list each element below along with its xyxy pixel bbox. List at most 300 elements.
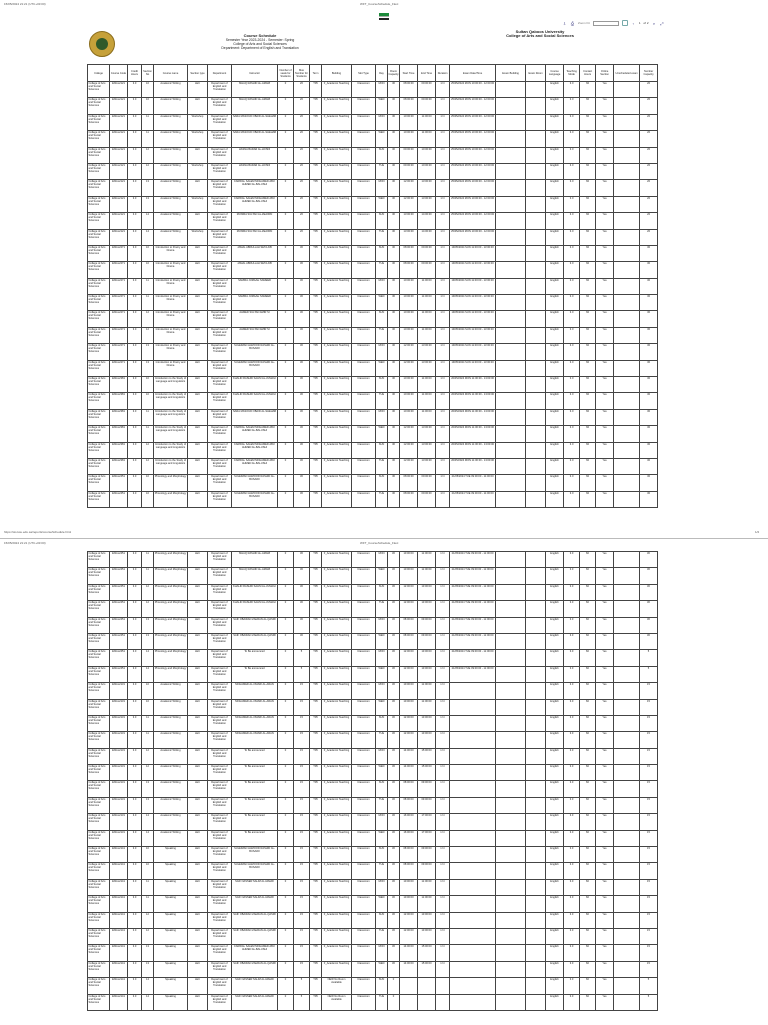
- schedule-table-page1: [87, 64, 658, 508]
- table-cell: 30: [388, 601, 400, 617]
- zoom-input[interactable]: [593, 21, 619, 26]
- table-cell: F_Academic Teaching: [322, 650, 352, 666]
- table-cell: 0: [278, 229, 294, 245]
- table-cell: [450, 797, 496, 813]
- table-cell: [614, 491, 640, 507]
- table-cell: 0: [278, 163, 294, 179]
- table-cell: 30: [388, 617, 400, 633]
- table-cell: KHALID RASHID SALIM AL-JUMAILI: [232, 393, 278, 409]
- table-cell: [496, 961, 526, 977]
- table-cell: [496, 147, 526, 163]
- table-cell: 13:00:00: [418, 196, 436, 212]
- table-cell: Academic Writing: [154, 180, 188, 196]
- table-cell: [496, 344, 526, 360]
- table-cell: 3.0: [128, 584, 142, 600]
- table-row: [88, 601, 658, 617]
- table-cell: MON: [376, 114, 388, 130]
- table-cell: F_Academic Teaching: [322, 213, 352, 229]
- table-cell: 30: [294, 327, 310, 343]
- table-row: [88, 475, 658, 491]
- table-cell: Classroom: [352, 393, 376, 409]
- table-cell: 30: [388, 344, 400, 360]
- table-cell: AHMED SULTAN AMIR SI: [232, 327, 278, 343]
- table-cell: SARA MASOUD OBAID AL-SHEHAB: [232, 114, 278, 130]
- table-cell: Department of English and Translation: [208, 879, 232, 895]
- table-cell: 0: [278, 344, 294, 360]
- table-cell: 3.0: [564, 650, 580, 666]
- table-cell: [400, 994, 418, 1010]
- table-cell: 08:00:00: [400, 491, 418, 507]
- table-cell: Speaking: [154, 912, 188, 928]
- table-cell: 0: [278, 262, 294, 278]
- table-cell: ENGL2381: [110, 426, 128, 442]
- table-cell: Classroom: [352, 114, 376, 130]
- table-cell: 08:00:00: [400, 847, 418, 863]
- table-cell: LEC: [188, 393, 208, 409]
- table-cell: T05: [310, 491, 322, 507]
- table-cell: T05: [310, 945, 322, 961]
- table-cell: 3.0: [564, 699, 580, 715]
- table-cell: College of Arts and Social Sciences: [88, 945, 110, 961]
- table-cell: 15: [640, 781, 658, 797]
- table-cell: 14:00:00: [400, 961, 418, 977]
- table-cell: English: [546, 781, 564, 797]
- table-cell: Department of English and Translation: [208, 748, 232, 764]
- search-icon[interactable]: ⌕: [652, 20, 656, 26]
- table-cell: MON: [376, 879, 388, 895]
- table-cell: F_Academic Teaching: [322, 568, 352, 584]
- table-cell: [450, 814, 496, 830]
- table-cell: 10:00:00: [400, 879, 418, 895]
- table-cell: College of Arts and Social Sciences: [88, 552, 110, 568]
- print-doc-title-2: WFT_CourseSchedule_Flexi: [360, 541, 399, 545]
- table-cell: 30: [640, 295, 658, 311]
- table-cell: [614, 442, 640, 458]
- table-cell: Yes: [596, 475, 614, 491]
- table-cell: [614, 213, 640, 229]
- table-cell: T05: [310, 245, 322, 261]
- table-cell: Classroom: [352, 180, 376, 196]
- table-cell: Academic Writing: [154, 715, 188, 731]
- table-cell: [526, 994, 546, 1010]
- table-cell: LEC: [188, 912, 208, 928]
- table-cell: [496, 409, 526, 425]
- table-cell: 60: [580, 278, 596, 294]
- table-cell: 0: [278, 896, 294, 912]
- table-cell: 3.0: [564, 491, 580, 507]
- table-cell: 60: [580, 715, 596, 731]
- table-cell: [496, 393, 526, 409]
- table-cell: 30: [640, 633, 658, 649]
- table-cell: T05: [310, 458, 322, 474]
- table-cell: [526, 229, 546, 245]
- table-cell: [614, 797, 640, 813]
- table-cell: 60: [580, 426, 596, 442]
- table-row: [88, 584, 658, 600]
- table-cell: English: [546, 458, 564, 474]
- table-cell: 3.0: [128, 114, 142, 130]
- table-cell: College of Arts and Social Sciences: [88, 797, 110, 813]
- table-cell: 60: [580, 896, 596, 912]
- table-cell: 30: [388, 163, 400, 179]
- table-cell: SAIF OBAIDAN ZAHRAN AL-QASMI: [232, 617, 278, 633]
- table-cell: Yes: [596, 715, 614, 731]
- table-cell: [496, 847, 526, 863]
- table-cell: 19/05/2024 SUN 11:00:00 - 13:00:00: [450, 311, 496, 327]
- table-cell: T05: [310, 847, 322, 863]
- table-cell: ENGL2271: [110, 327, 128, 343]
- page-counter: 1/2: [755, 530, 760, 534]
- table-cell: T05: [310, 928, 322, 944]
- table-cell: English: [546, 213, 564, 229]
- table-cell: 3.0: [128, 863, 142, 879]
- table-cell: 19/05/2024 SUN 11:00:00 - 13:00:00: [450, 262, 496, 278]
- table-cell: ENGL2121: [110, 180, 128, 196]
- table-cell: [526, 295, 546, 311]
- table-cell: SAIF OBAIDAN ZAHRAN AL-QASMI: [232, 928, 278, 944]
- table-cell: 13:00:00: [418, 442, 436, 458]
- table-cell: 3.0: [564, 262, 580, 278]
- table-cell: [496, 114, 526, 130]
- table-cell: Introduction to Poetry and Drama: [154, 278, 188, 294]
- table-cell: 13:00:00: [418, 360, 436, 376]
- table-cell: 14: [142, 978, 154, 994]
- table-cell: Department of English and Translation: [208, 797, 232, 813]
- table-cell: 60: [580, 863, 596, 879]
- table-cell: LEC: [188, 765, 208, 781]
- table-cell: 60: [580, 552, 596, 568]
- table-cell: 0: [278, 245, 294, 261]
- table-cell: College of Arts and Social Sciences: [88, 262, 110, 278]
- table-cell: Department of English and Translation: [208, 180, 232, 196]
- table-cell: T05: [310, 699, 322, 715]
- table-cell: Classroom: [352, 879, 376, 895]
- table-cell: 25/05/2024 MON 10:00:00 - 12:00:00: [450, 98, 496, 114]
- table-cell: College of Arts and Social Sciences: [88, 765, 110, 781]
- table-cell: College of Arts and Social Sciences: [88, 458, 110, 474]
- table-cell: 3.0: [128, 409, 142, 425]
- table-cell: 3.0: [564, 781, 580, 797]
- zoom-label: Zoom Fit: [578, 21, 590, 25]
- table-cell: Introduction to the Study of Language and Linguistics: [154, 426, 188, 442]
- table-cell: 0: [278, 98, 294, 114]
- table-cell: 0: [278, 475, 294, 491]
- table-cell: F_Academic Teaching: [322, 863, 352, 879]
- zoom-dropdown[interactable]: [622, 20, 628, 26]
- table-cell: College of Arts and Social Sciences: [88, 393, 110, 409]
- table-cell: Classroom: [352, 748, 376, 764]
- table-cell: 25/05/2024 MON 10:00:00 - 12:00:00: [450, 213, 496, 229]
- table-cell: 15: [640, 748, 658, 764]
- table-cell: College of Arts and Social Sciences: [88, 278, 110, 294]
- table-cell: [526, 797, 546, 813]
- table-row: [88, 82, 658, 98]
- download-icon[interactable]: ⇩: [562, 20, 567, 26]
- table-cell: 11:00:00: [418, 409, 436, 425]
- table-cell: Department of English and Translation: [208, 262, 232, 278]
- table-cell: 25/05/2024 MON 10:00:00 - 12:00:00: [450, 114, 496, 130]
- table-cell: T05: [310, 879, 322, 895]
- table-cell: T05: [310, 863, 322, 879]
- table-cell: 30: [640, 245, 658, 261]
- table-cell: TUE: [376, 994, 388, 1010]
- table-cell: 15: [640, 814, 658, 830]
- table-cell: [496, 683, 526, 699]
- table-cell: 30: [388, 131, 400, 147]
- table-cell: 13: [142, 633, 154, 649]
- table-cell: ENGL2131: [110, 715, 128, 731]
- table-cell: 30: [640, 377, 658, 393]
- column-header: Course Language: [546, 65, 564, 82]
- table-cell: 12: [142, 442, 154, 458]
- table-cell: 20: [640, 82, 658, 98]
- table-cell: 13: [142, 617, 154, 633]
- table-cell: 3.0: [128, 781, 142, 797]
- table-cell: LEC: [188, 650, 208, 666]
- table-cell: Classroom: [352, 295, 376, 311]
- page-prev-icon[interactable]: ‹: [632, 20, 635, 26]
- table-cell: T05: [310, 475, 322, 491]
- table-cell: 30: [640, 568, 658, 584]
- table-cell: 11: [142, 568, 154, 584]
- table-cell: College of Arts and Social Sciences: [88, 879, 110, 895]
- report-college: College of Arts and Social Sciences: [233, 42, 287, 46]
- table-cell: 14: [142, 229, 154, 245]
- table-cell: 25/05/2024 MON 10:00:00 - 12:00:00: [450, 147, 496, 163]
- table-cell: Yes: [596, 732, 614, 748]
- table-cell: 13: [142, 781, 154, 797]
- table-cell: English: [546, 311, 564, 327]
- table-cell: [526, 426, 546, 442]
- table-cell: LEC: [188, 814, 208, 830]
- table-cell: 3.0: [128, 196, 142, 212]
- table-cell: 12: [142, 912, 154, 928]
- table-cell: F_Academic Teaching: [322, 131, 352, 147]
- table-cell: 11:00:00: [418, 393, 436, 409]
- table-cell: 0: [278, 114, 294, 130]
- table-cell: [614, 311, 640, 327]
- table-cell: [614, 683, 640, 699]
- table-cell: Workshop: [188, 131, 208, 147]
- table-cell: Classroom: [352, 426, 376, 442]
- table-cell: 3.0: [564, 601, 580, 617]
- table-cell: T05: [310, 295, 322, 311]
- table-cell: 0: [278, 409, 294, 425]
- table-cell: 3.0: [128, 797, 142, 813]
- table-row: [88, 912, 658, 928]
- table-cell: 09:00:00: [418, 797, 436, 813]
- table-cell: 3.0: [564, 683, 580, 699]
- table-cell: 30: [388, 633, 400, 649]
- table-cell: Phonology and Morphology: [154, 475, 188, 491]
- table-cell: Yes: [596, 928, 614, 944]
- table-cell: [496, 650, 526, 666]
- table-cell: ENGL2131: [110, 814, 128, 830]
- table-cell: T05: [310, 666, 322, 682]
- table-cell: ENGL2381: [110, 458, 128, 474]
- table-cell: 30: [388, 82, 400, 98]
- table-cell: F_Academic Teaching: [322, 945, 352, 961]
- table-cell: ENGL2271: [110, 295, 128, 311]
- table-cell: [496, 82, 526, 98]
- table-cell: Yes: [596, 426, 614, 442]
- table-cell: [450, 748, 496, 764]
- table-cell: 11: [142, 295, 154, 311]
- table-cell: [496, 458, 526, 474]
- table-cell: LEC: [188, 568, 208, 584]
- table-cell: [614, 426, 640, 442]
- table-cell: 1 hr: [436, 633, 450, 649]
- table-cell: LEC: [188, 360, 208, 376]
- table-cell: Department of English and Translation: [208, 683, 232, 699]
- table-cell: 15:00:00: [418, 748, 436, 764]
- table-cell: 0: [278, 360, 294, 376]
- table-cell: 30: [640, 262, 658, 278]
- table-cell: LEC: [188, 961, 208, 977]
- table-cell: ENGL2271: [110, 344, 128, 360]
- table-cell: 16:00:00: [400, 814, 418, 830]
- table-cell: SAIF NASSER SALIM AL-MAHRI: [232, 896, 278, 912]
- table-cell: Academic Writing: [154, 814, 188, 830]
- table-cell: 3.0: [128, 393, 142, 409]
- table-cell: [614, 245, 640, 261]
- table-cell: 30: [294, 601, 310, 617]
- table-cell: LEC: [188, 617, 208, 633]
- table-cell: 0: [278, 147, 294, 163]
- table-cell: [496, 262, 526, 278]
- table-cell: [496, 748, 526, 764]
- table-cell: English: [546, 393, 564, 409]
- table-cell: 15: [294, 781, 310, 797]
- table-cell: Yes: [596, 295, 614, 311]
- table-cell: 30: [388, 699, 400, 715]
- table-cell: [614, 830, 640, 846]
- table-cell: F_Academic Teaching: [322, 633, 352, 649]
- table-cell: JAMAL ABDULLAH SETA AIB: [232, 245, 278, 261]
- schedule-table-page2: [87, 551, 658, 1011]
- table-cell: English: [546, 601, 564, 617]
- table-cell: To Be announced: [232, 748, 278, 764]
- table-cell: T05: [310, 617, 322, 633]
- table-cell: 10:00:00: [400, 896, 418, 912]
- table-cell: 1 hr: [436, 82, 450, 98]
- table-cell: Introduction to the Study of Language and Linguistics: [154, 377, 188, 393]
- table-cell: 17:00:00: [418, 814, 436, 830]
- table-cell: [526, 262, 546, 278]
- table-cell: English: [546, 830, 564, 846]
- table-cell: 0: [278, 617, 294, 633]
- table-cell: 1 hr: [436, 683, 450, 699]
- table-cell: 30: [388, 863, 400, 879]
- table-cell: 15: [294, 797, 310, 813]
- table-cell: 15:00:00: [418, 765, 436, 781]
- table-cell: [526, 327, 546, 343]
- table-cell: [496, 295, 526, 311]
- table-cell: [526, 601, 546, 617]
- table-cell: T05: [310, 748, 322, 764]
- table-cell: Classroom: [352, 797, 376, 813]
- table-cell: 11: [142, 114, 154, 130]
- table-cell: ENGL2141: [110, 978, 128, 994]
- table-cell: ENGL2121: [110, 98, 128, 114]
- table-cell: [614, 180, 640, 196]
- table-cell: Department of English and Translation: [208, 426, 232, 442]
- table-cell: 30: [388, 327, 400, 343]
- table-cell: [526, 847, 546, 863]
- table-row: [88, 131, 658, 147]
- table-cell: [526, 666, 546, 682]
- table-cell: ENGL2451: [110, 650, 128, 666]
- table-cell: 0: [278, 683, 294, 699]
- table-cell: [496, 180, 526, 196]
- table-cell: T05: [310, 213, 322, 229]
- table-cell: 13: [142, 961, 154, 977]
- table-row: [88, 945, 658, 961]
- fullscreen-icon[interactable]: ⤢: [660, 20, 664, 26]
- table-cell: College of Arts and Social Sciences: [88, 344, 110, 360]
- table-cell: 0: [278, 426, 294, 442]
- table-cell: 0: [278, 666, 294, 682]
- table-cell: 3.0: [564, 797, 580, 813]
- table-row: [88, 896, 658, 912]
- table-cell: College of Arts and Social Sciences: [88, 928, 110, 944]
- table-cell: Yes: [596, 781, 614, 797]
- table-cell: 13:00:00: [418, 928, 436, 944]
- table-cell: LEC: [188, 748, 208, 764]
- table-row: [88, 568, 658, 584]
- table-cell: 60: [580, 458, 596, 474]
- table-cell: Classroom: [352, 344, 376, 360]
- table-cell: [614, 781, 640, 797]
- table-cell: Phonology and Morphology: [154, 617, 188, 633]
- table-cell: 0: [278, 978, 294, 994]
- table-cell: 60: [580, 196, 596, 212]
- table-cell: 30: [640, 584, 658, 600]
- table-cell: 12: [142, 311, 154, 327]
- table-cell: 0: [278, 584, 294, 600]
- table-cell: Classroom: [352, 732, 376, 748]
- table-cell: 10: [142, 377, 154, 393]
- column-header: Building: [322, 65, 352, 82]
- table-cell: 3.0: [564, 633, 580, 649]
- table-cell: 30: [388, 814, 400, 830]
- table-cell: 0: [278, 601, 294, 617]
- university-seal: [89, 31, 115, 57]
- table-cell: 30: [388, 748, 400, 764]
- table-cell: Yes: [596, 245, 614, 261]
- table-cell: 3.0: [128, 475, 142, 491]
- table-cell: F_Academic Teaching: [322, 491, 352, 507]
- table-row: [88, 879, 658, 895]
- table-cell: 15: [294, 715, 310, 731]
- table-cell: LEC: [188, 781, 208, 797]
- table-cell: 30: [388, 847, 400, 863]
- table-cell: 20: [294, 213, 310, 229]
- table-cell: [614, 229, 640, 245]
- table-cell: 20: [640, 196, 658, 212]
- table-cell: 1 hr: [436, 765, 450, 781]
- print-icon[interactable]: ⎙: [570, 20, 575, 26]
- page-number[interactable]: 1: [638, 21, 641, 25]
- table-cell: F_Academic Teaching: [322, 344, 352, 360]
- table-cell: 25/05/2024 MON 10:00:00 - 12:00:00: [450, 163, 496, 179]
- table-cell: [614, 114, 640, 130]
- table-cell: 10:00:00: [400, 683, 418, 699]
- table-cell: [496, 491, 526, 507]
- table-cell: 21/05/2024 TUE 09:00:00 - 11:00:00: [450, 552, 496, 568]
- table-cell: 1 hr: [436, 814, 450, 830]
- column-header: Department: [208, 65, 232, 82]
